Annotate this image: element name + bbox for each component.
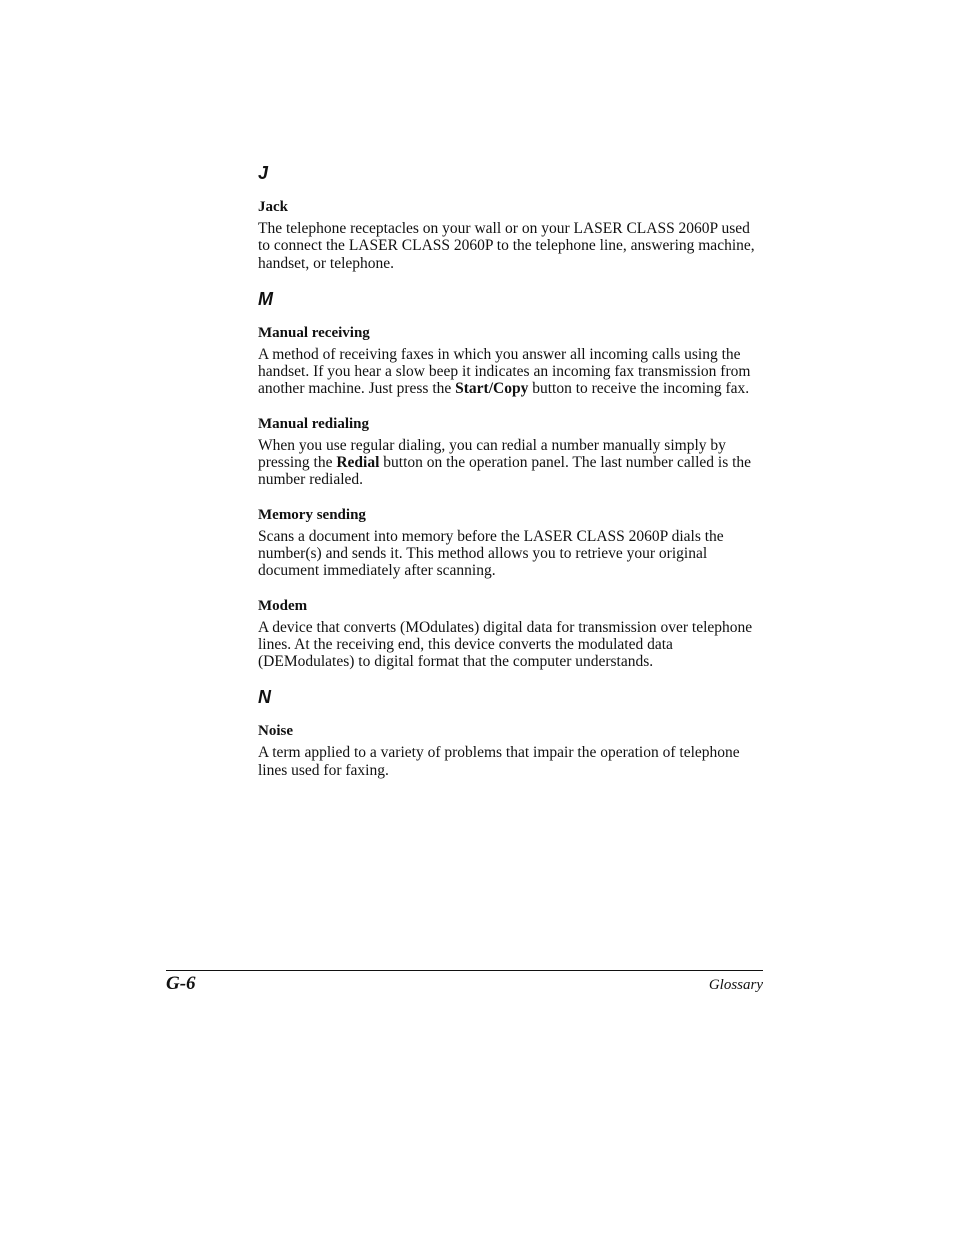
definition-text: When you use regular dialing, you can redial a number manually simply by pressing the <box>258 436 726 472</box>
page-number: G-6 <box>166 973 196 994</box>
start-copy-button-name: Start/Copy <box>455 380 529 398</box>
definition-manual-receiving <box>258 346 764 398</box>
definition-manual-redialing <box>258 437 764 489</box>
glossary-content <box>258 160 764 779</box>
term-manual-redialing: Manual redialing <box>258 415 369 432</box>
definition-text: A method of receiving faxes in which you answer all incoming calls using the handset. If you hear a slow beep it indicates an incoming fax transmission from another machine. Just press the <box>258 345 751 398</box>
term-noise: Noise <box>258 723 293 740</box>
section-letter-m: M <box>258 288 273 309</box>
definition-noise: A term applied to a variety of problems that impair the operation of telephone lines used for faxing. <box>258 744 740 779</box>
term-jack: Jack <box>258 199 288 215</box>
section-letter-j: J <box>258 163 269 183</box>
footer-divider <box>166 970 763 971</box>
definition-memory-sending: Scans a document into memory before the LASER CLASS 2060P dials the number(s) and sends it. This method allows you to retrieve your original document immediately after scanning. <box>258 527 724 580</box>
term-memory-sending: Memory sending <box>258 506 366 523</box>
definition-jack: The telephone receptacles on your wall or on your LASER CLASS 2060P used to connect the LASER CLASS 2060P to the telephone line, answering machine, handset, or telephone. <box>258 220 755 272</box>
term-modem: Modem <box>258 597 308 614</box>
definition-modem: A device that converts (MOdulates) digital data for transmission over telephone lines. At the receiving end, this device converts the modulated data (DEModulates) to digital format that the computer understands. <box>258 618 753 671</box>
term-manual-receiving: Manual receiving <box>258 324 370 341</box>
definition-text: button to receive the incoming fax. <box>528 380 750 398</box>
footer-section-title: Glossary <box>708 977 763 993</box>
redial-button-name: Redial <box>336 454 380 472</box>
section-letter-n: N <box>258 687 271 708</box>
definition-text: button on the operation panel. The last number called is the number redialed. <box>258 454 752 489</box>
